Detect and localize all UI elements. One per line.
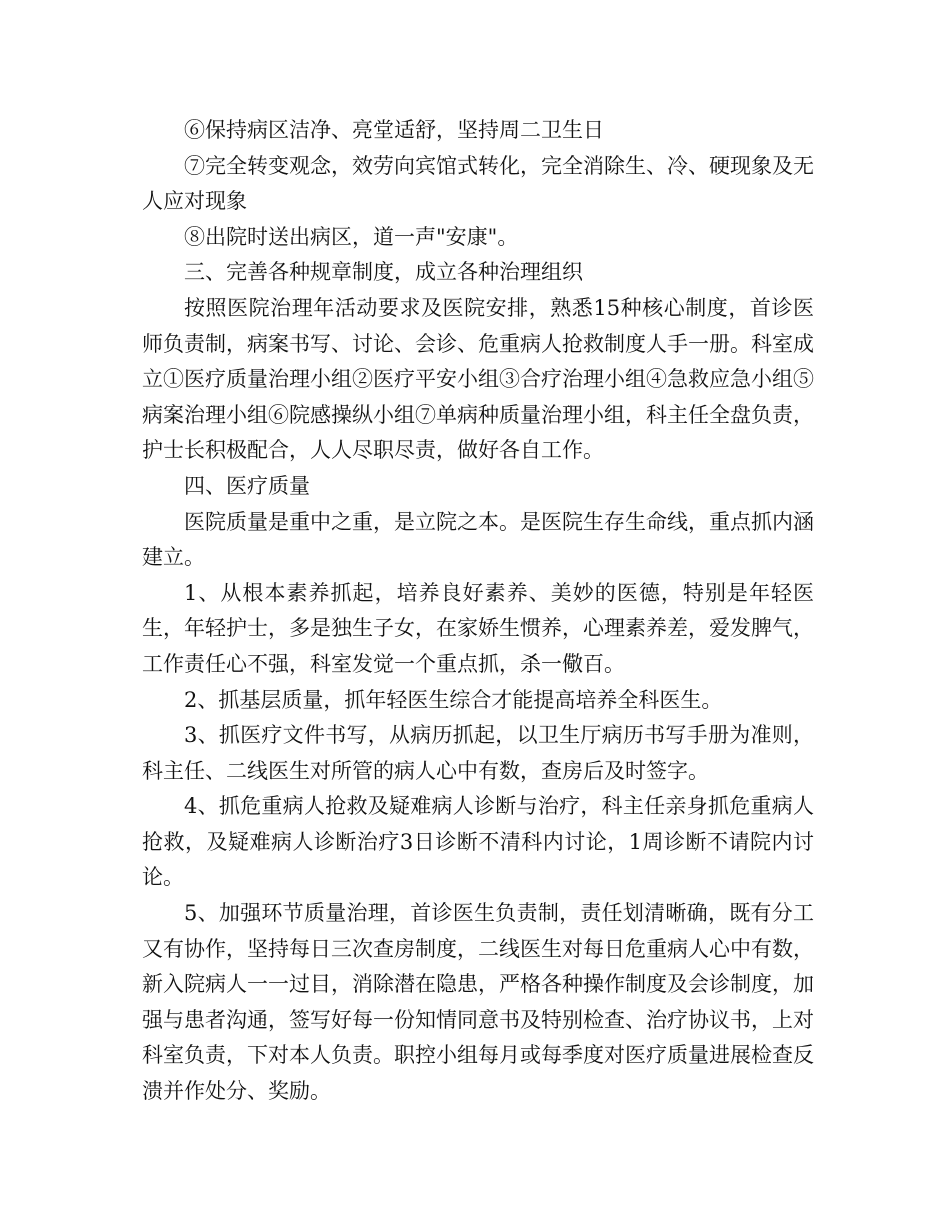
paragraph-quality-3: 3、抓医疗文件书写，从病历抓起，以卫生厅病历书写手册为准则，科主任、二线医生对所管的病人心中有数，查房后及时签字。 [142, 723, 814, 783]
paragraph-item-7: ⑦完全转变观念，效劳向宾馆式转化，完全消除生、冷、硬现象及无人应对现象 [142, 153, 814, 214]
paragraph-quality-1: 1、从根本素养抓起，培养良好素养、美妙的医德，特别是年轻医生，年轻护士，多是独生子女，在家娇生惯养，心理素养差，爱发脾气，工作责任心不强，科室发觉一个重点抓，杀一儆百。 [142, 580, 814, 676]
document-body [142, 113, 814, 1110]
paragraph-item-8: ⑧出院时送出病区，道一声"安康"。 [184, 224, 519, 249]
paragraph-quality-4: 4、抓危重病人抢救及疑难病人诊断与治疗，科主任亲身抓危重病人抢救，及疑难病人诊断治疗3日诊断不清科内讨论，1周诊断不请院内讨论。 [142, 794, 814, 890]
section-heading-quality: 四、医疗质量 [184, 473, 310, 498]
paragraph-quality-intro: 医院质量是重中之重，是立院之本。是医院生存生命线，重点抓内涵建立。 [142, 509, 814, 570]
section-heading-rules: 三、完善各种规章制度，成立各种治理组织 [184, 260, 583, 285]
paragraph-rules-body: 按照医院治理年活动要求及医院安排，熟悉15种核心制度，首诊医师负责制，病案书写、讨论、会诊、危重病人抢救制度人手一册。科室成立①医疗质量治理小组②医疗平安小组③合疗治理小组④急救应急小组⑤病案治理小组⑥院感操纵小组⑦单病种质量治理小组，科主任全盘负责，护士长积极配合，人人尽职尽责，做好各自工作。 [142, 295, 814, 463]
paragraph-item-6: ⑥保持病区洁净、亮堂适舒，坚持周二卫生日 [184, 118, 604, 142]
paragraph-quality-5: 5、加强环节质量治理，首诊医生负责制，责任划清晰确，既有分工又有协作，坚持每日三次查房制度，二线医生对每日危重病人心中有数，新入院病人一一过目，消除潜在隐患，严格各种操作制度及会诊制度，加强与患者沟通，签写好每一份知情同意书及特别检查、治疗协议书，上对科室负责，下对本人负责。职控小组每月或每季度对医疗质量进展检查反溃并作处分、奖励。 [142, 901, 814, 1104]
paragraph-quality-2: 2、抓基层质量，抓年轻医生综合才能提高培养全科医生。 [184, 687, 723, 712]
